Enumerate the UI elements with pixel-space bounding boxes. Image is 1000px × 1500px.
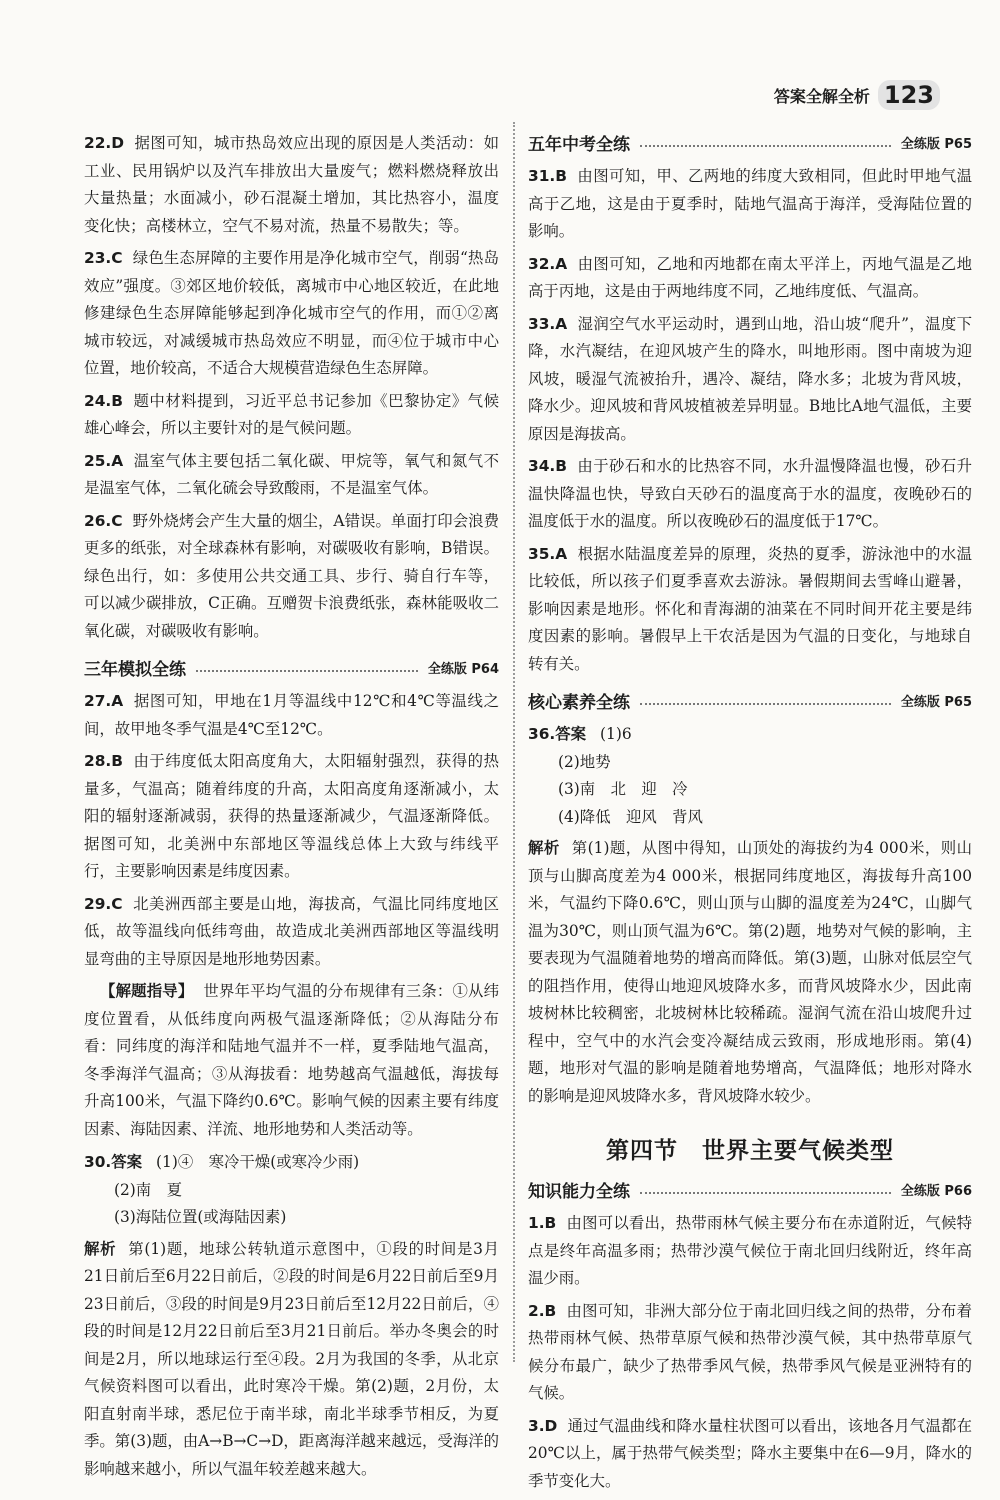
tip-label: 【解题指导】: [100, 982, 194, 1000]
answer-entry: [528, 163, 972, 246]
section-title: 五年中考全练: [528, 135, 630, 155]
section-title: 核心素养全练: [528, 693, 630, 713]
answer-entry: [84, 748, 499, 886]
answer-text: 据图可知，甲地在1月等温线中12℃和4℃等温线之间，故甲地冬季气温是4℃至12℃。: [84, 692, 499, 738]
question-number: 28.B: [84, 752, 123, 770]
answer-entry: [84, 245, 499, 383]
answer-block-36: [528, 721, 972, 831]
answer-entry: [84, 130, 499, 240]
answer-text: 由图可以看出，热带雨林气候主要分布在赤道附近，气候特点是终年高温多雨；热带沙漠气候位于南北回归线附近，终年高温少雨。: [528, 1214, 972, 1287]
section-header: [528, 1177, 972, 1202]
answer-entry: [528, 1298, 972, 1408]
answer-label: 36.答案: [528, 725, 587, 743]
answer-entry: [528, 1210, 972, 1293]
answer-line: (1)④ 寒冷干燥(或寒冷少雨): [156, 1153, 360, 1171]
question-number: 25.A: [84, 451, 124, 470]
analysis-label: 解析: [528, 839, 560, 857]
section-ref: 全练版 P65: [900, 137, 972, 152]
answer-entry: [528, 311, 972, 449]
answer-block-30: [84, 1149, 499, 1232]
section-title: 三年模拟全练: [84, 660, 186, 680]
question-number: 23.C: [84, 249, 123, 267]
page-header: [774, 80, 940, 110]
section-header: [528, 130, 972, 155]
analysis-label: 解析: [84, 1239, 117, 1258]
question-number: 2.B: [528, 1301, 557, 1320]
answer-text: 湿润空气水平运动时，遇到山地，沿山坡“爬升”，温度下降，水汽凝结，在迎风坡产生的降水，叫地形雨。图中南坡为迎风坡，暖湿气流被抬升，遇冷、凝结，降水多；北坡为背风坡，降水少。迎风坡和背风坡植被差异明显。B地比A地气温低，主要原因是海拔高。: [528, 314, 972, 443]
answer-entry: [84, 891, 499, 974]
answer-text: 由图可知，甲、乙两地的纬度大致相同，但此时甲地气温高于乙地，这是由于夏季时，陆地气温高于海洋，受海陆位置的影响。: [528, 167, 972, 240]
solution-tip: [84, 978, 499, 1143]
leader-dots: [640, 1192, 891, 1194]
answer-entry: [528, 1413, 972, 1496]
analysis-block-36: [528, 835, 972, 1110]
question-number: 26.C: [84, 511, 123, 530]
section-ref: 全练版 P64: [427, 662, 499, 677]
section-header: [84, 655, 499, 680]
answer-entry: [84, 508, 499, 646]
answer-group-1: [84, 130, 499, 645]
answer-entry: [528, 541, 972, 679]
answer-text: 野外烧烤会产生大量的烟尘，A错误。单面打印会浪费更多的纸张，对全球森林有影响，对碳吸收有影响，B错误。绿色出行，如：多使用公共交通工具、步行、骑自行车等，可以减少碳排放，C正确。互赠贺卡浪费纸张，森林能吸收二氧化碳，对碳吸收有影响。: [84, 511, 499, 640]
answer-text: 由于砂石和水的比热容不同，水升温慢降温也慢，砂石升温快降温也快，导致白天砂石的温度高于水的温度，夜晚砂石的温度低于水的温度。所以夜晚砂石的温度低于17℃。: [528, 457, 972, 530]
answer-label: 30.答案: [84, 1153, 143, 1171]
section-ref: 全练版 P65: [900, 695, 972, 710]
answer-line: (3)南 北 迎 冷: [558, 780, 688, 798]
section-title: 知识能力全练: [528, 1182, 630, 1202]
answer-text: 温室气体主要包括二氧化碳、甲烷等，氧气和氮气不是温室气体，二氧化硫会导致酸雨，不是温室气体。: [84, 451, 499, 497]
question-number: 32.A: [528, 254, 568, 273]
answer-text: 北美洲西部主要是山地，海拔高，气温比同纬度地区低，故等温线向低纬弯曲，故造成北美洲西部地区等温线明显弯曲的主导原因是地形地势因素。: [84, 894, 499, 968]
answer-line: (2)南 夏: [114, 1180, 182, 1199]
analysis-text: 第(1)题，从图中得知，山顶处的海拔约为4 000米，则山顶与山脚高度差为4 000米，根据同纬度地区，海拔每升高100米，气温约下降0.6℃，则山顶与山脚的温度差为24℃，山脚气温为30℃，则山顶气温为6℃。第(2)题，地势对气候的影响，主要表现为气温随着地势的增高而降低。第(3)题，山脉对低层空气的阻挡作用，使得山地迎风坡降水多，而背风坡降水少，因此南坡树林比较稠密，北坡树林比较稀疏。湿润气流在沿山坡爬升过程中，空气中的水汽会变冷凝结成云致雨，形成地形雨。第(4)题，地形对气温的影响是随着地势增高，气温降低；地形对降水的影响是迎风坡降水多，背风坡降水较少。: [528, 839, 972, 1105]
header-title: 答案全解全析: [773, 86, 870, 106]
answer-entry: [84, 448, 499, 503]
answer-entry: [84, 388, 499, 443]
answer-text: 通过气温曲线和降水量柱状图可以看出，该地各月气温都在20℃以上，属于热带气候类型；降水主要集中在6—9月，降水的季节变化大。: [528, 1416, 972, 1490]
answer-entry: [528, 453, 972, 536]
answer-entry: [84, 688, 499, 743]
answer-entry: [528, 251, 972, 306]
leader-dots: [196, 670, 418, 672]
page-number: 123: [878, 80, 940, 110]
answer-group-4: [528, 1210, 972, 1495]
analysis-text: 第(1)题，地球公转轨道示意图中，①段的时间是3月21日前后至6月22日前后，②段的时间是6月22日前后至9月23日前后，③段的时间是9月23日前后至12月22日前后，④段的时间是12月22日前后至3月21日前后。举办冬奥会的时间是2月，所以地球运行至④段。2月为我国的冬季，从北京气候资料图可以看出，此时寒冷干燥。第(2)题，2月份，太阳直射南半球，悉尼位于南半球，南北半球季节相反，为夏季。第(3)题，由A→B→C→D，距离海洋越来越远，受海洋的影响越来越小，所以气温年较差越来越大。: [84, 1239, 499, 1478]
question-number: 33.A: [528, 314, 568, 333]
answer-text: 绿色生态屏障的主要作用是净化城市空气，削弱“热岛效应”强度。③郊区地价较低，离城市中心地区较近，在此地修建绿色生态屏障能够起到净化城市空气的作用，而①②离城市较远，对减缓城市热岛效应不明显，而④位于城市中心位置，地价较高，不适合大规模营造绿色生态屏障。: [84, 249, 499, 377]
answer-group-3: [528, 163, 972, 678]
answer-group-2: [84, 688, 499, 973]
answer-line: (1)6: [600, 725, 632, 743]
left-column: [84, 130, 499, 1489]
question-number: 3.D: [528, 1416, 558, 1435]
answer-text: 据图可知，城市热岛效应出现的原因是人类活动：如工业、民用锅炉以及汽车排放出大量废气；燃料燃烧释放出大量热量；水面减小，砂石混凝土增加，其比热容小，温度变化快；高楼林立，空气不易对流，热量不易散失；等。: [84, 134, 499, 235]
answer-line: (3)海陆位置(或海陆因素): [114, 1208, 287, 1226]
question-number: 34.B: [528, 457, 567, 475]
question-number: 27.A: [84, 692, 124, 710]
question-number: 22.D: [84, 134, 125, 152]
answer-line: (2)地势: [558, 752, 611, 771]
leader-dots: [640, 145, 891, 147]
answer-text: 由图可知，非洲大部分位于南北回归线之间的热带，分布着热带雨林气候、热带草原气候和热带沙漠气候，其中热带草原气候分布最广，缺少了热带季风气候，热带季风气候是亚洲特有的气候。: [528, 1301, 972, 1402]
section-header: [528, 688, 972, 713]
chapter-title: 第四节 世界主要气候类型: [606, 1138, 894, 1164]
column-divider: [513, 122, 515, 1362]
answer-text: 根据水陆温度差异的原理，炎热的夏季，游泳池中的水温比较低，所以孩子们夏季喜欢去游泳。暑假期间去雪峰山避暑，影响因素是地形。怀化和青海湖的油菜在不同时间开花主要是纬度因素的影响。暑假早上干农活是因为气温的日变化，与地球自转有关。: [528, 544, 972, 673]
question-number: 24.B: [84, 391, 123, 410]
right-column: [528, 130, 972, 1500]
question-number: 31.B: [528, 167, 567, 185]
leader-dots: [640, 703, 891, 705]
answer-text: 由图可知，乙地和丙地都在南太平洋上，丙地气温是乙地高于丙地，这是由于两地纬度不同，乙地纬度低、气温高。: [528, 254, 972, 300]
question-number: 35.A: [528, 544, 568, 563]
answer-line: (4)降低 迎风 背风: [558, 807, 703, 826]
answer-text: 由于纬度低太阳高度角大，太阳辐射强烈，获得的热量多，气温高；随着纬度的升高，太阳高度角逐渐减小，太阳的辐射逐渐减弱，获得的热量逐渐减少，气温逐渐降低。据图可知，北美洲中东部地区等温线总体上大致与纬线平行，主要影响因素是纬度因素。: [84, 752, 499, 880]
analysis-block-30: [84, 1236, 499, 1484]
tip-text: 世界年平均气温的分布规律有三条：①从纬度位置看，从低纬度向两极气温逐渐降低；②从海陆分布看：同纬度的海洋和陆地气温并不一样，夏季陆地气温高，冬季海洋气温高；③从海拔看：地势越高气温越低，海拔每升高100米，气温下降约0.6℃。影响气候的因素主要有纬度因素、海陆因素、洋流、地形地势和人类活动等。: [84, 982, 499, 1138]
section-ref: 全练版 P66: [900, 1184, 972, 1199]
question-number: 1.B: [528, 1214, 557, 1232]
answer-text: 题中材料提到，习近平总书记参加《巴黎协定》气候雄心峰会，所以主要针对的是气候问题。: [84, 391, 499, 437]
question-number: 29.C: [84, 894, 123, 913]
